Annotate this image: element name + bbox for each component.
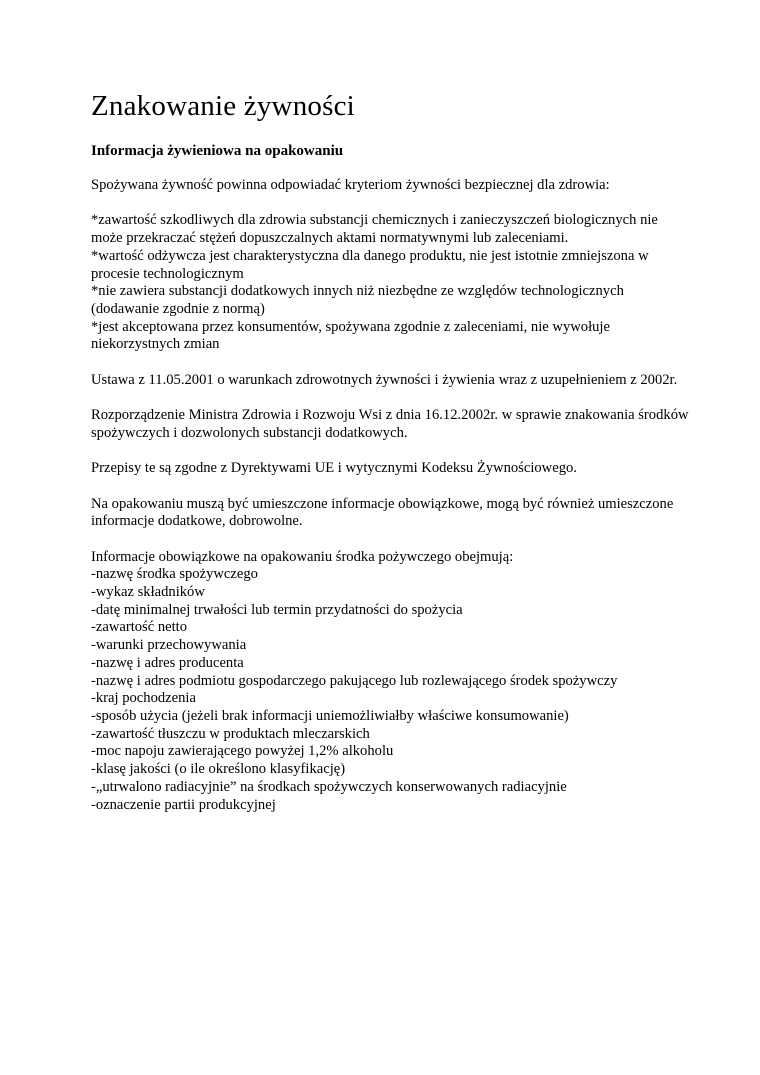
mandatory-item: -nazwę środka spożywczego	[91, 566, 258, 583]
document-page	[91, 88, 691, 814]
packaging-note-paragraph: Na opakowaniu muszą być umieszczone informacje obowiązkowe, mogą być również umieszczone informacje dodatkowe, dobrowolne.	[91, 495, 674, 530]
mandatory-item: -wykaz składników	[91, 584, 205, 601]
criteria-item: *jest akceptowana przez konsumentów, spożywana zgodnie z zaleceniami, nie wywołuje niekorzystnych zmian	[91, 318, 610, 353]
mandatory-list	[91, 566, 691, 814]
law-act-paragraph: Ustawa z 11.05.2001 o warunkach zdrowotnych żywności i żywienia wraz z uzupełnieniem z 2002r.	[91, 371, 678, 388]
mandatory-item: -datę minimalnej trwałości lub termin przydatności do spożycia	[91, 601, 463, 618]
mandatory-item: -moc napoju zawierającego powyżej 1,2% alkoholu	[91, 743, 394, 760]
document-title: Znakowanie żywności	[91, 90, 355, 122]
criteria-item: *zawartość szkodliwych dla zdrowia substancji chemicznych i zanieczyszczeń biologicznych nie może przekraczać stężeń dopuszczalnych aktami normatywnymi lub zaleceniami.	[91, 212, 658, 247]
intro-paragraph: Spożywana żywność powinna odpowiadać kryteriom żywności bezpiecznej dla zdrowia:	[91, 177, 610, 193]
criteria-list	[91, 212, 691, 354]
regulation-paragraph: Rozporządzenie Ministra Zdrowia i Rozwoju Wsi z dnia 16.12.2002r. w sprawie znakowania środków spożywczych i dozwolonych substancji dodatkowych.	[91, 407, 689, 441]
mandatory-item: -nazwę i adres podmiotu gospodarczego pakującego lub rozlewającego środek spożywczy	[91, 672, 618, 689]
criteria-item: *nie zawiera substancji dodatkowych innych niż niezbędne ze względów technologicznych (dodawanie zgodnie z normą)	[91, 283, 624, 317]
mandatory-item: -oznaczenie partii produkcyjnej	[91, 796, 276, 813]
document-subtitle: Informacja żywieniowa na opakowaniu	[91, 143, 344, 159]
mandatory-item: -nazwę i adres producenta	[91, 654, 244, 671]
criteria-item: *wartość odżywcza jest charakterystyczna dla danego produktu, nie jest istotnie zmniejszona w procesie technologicznym	[91, 247, 649, 282]
mandatory-item: -warunki przechowywania	[91, 637, 247, 654]
mandatory-heading: Informacje obowiązkowe na opakowaniu środka pożywczego obejmują:	[91, 548, 514, 565]
mandatory-item: -kraj pochodzenia	[91, 690, 196, 707]
mandatory-item: -sposób użycia (jeżeli brak informacji uniemożliwiałby właściwe konsumowanie)	[91, 708, 569, 724]
mandatory-item: -„utrwalono radiacyjnie” na środkach spożywczych konserwowanych radiacyjnie	[91, 778, 567, 795]
mandatory-item: -klasę jakości (o ile określono klasyfikację)	[91, 761, 346, 778]
mandatory-item: -zawartość tłuszczu w produktach mleczarskich	[91, 725, 370, 742]
mandatory-item: -zawartość netto	[91, 619, 188, 636]
eu-note-paragraph: Przepisy te są zgodne z Dyrektywami UE i wytycznymi Kodeksu Żywnościowego.	[91, 460, 577, 477]
